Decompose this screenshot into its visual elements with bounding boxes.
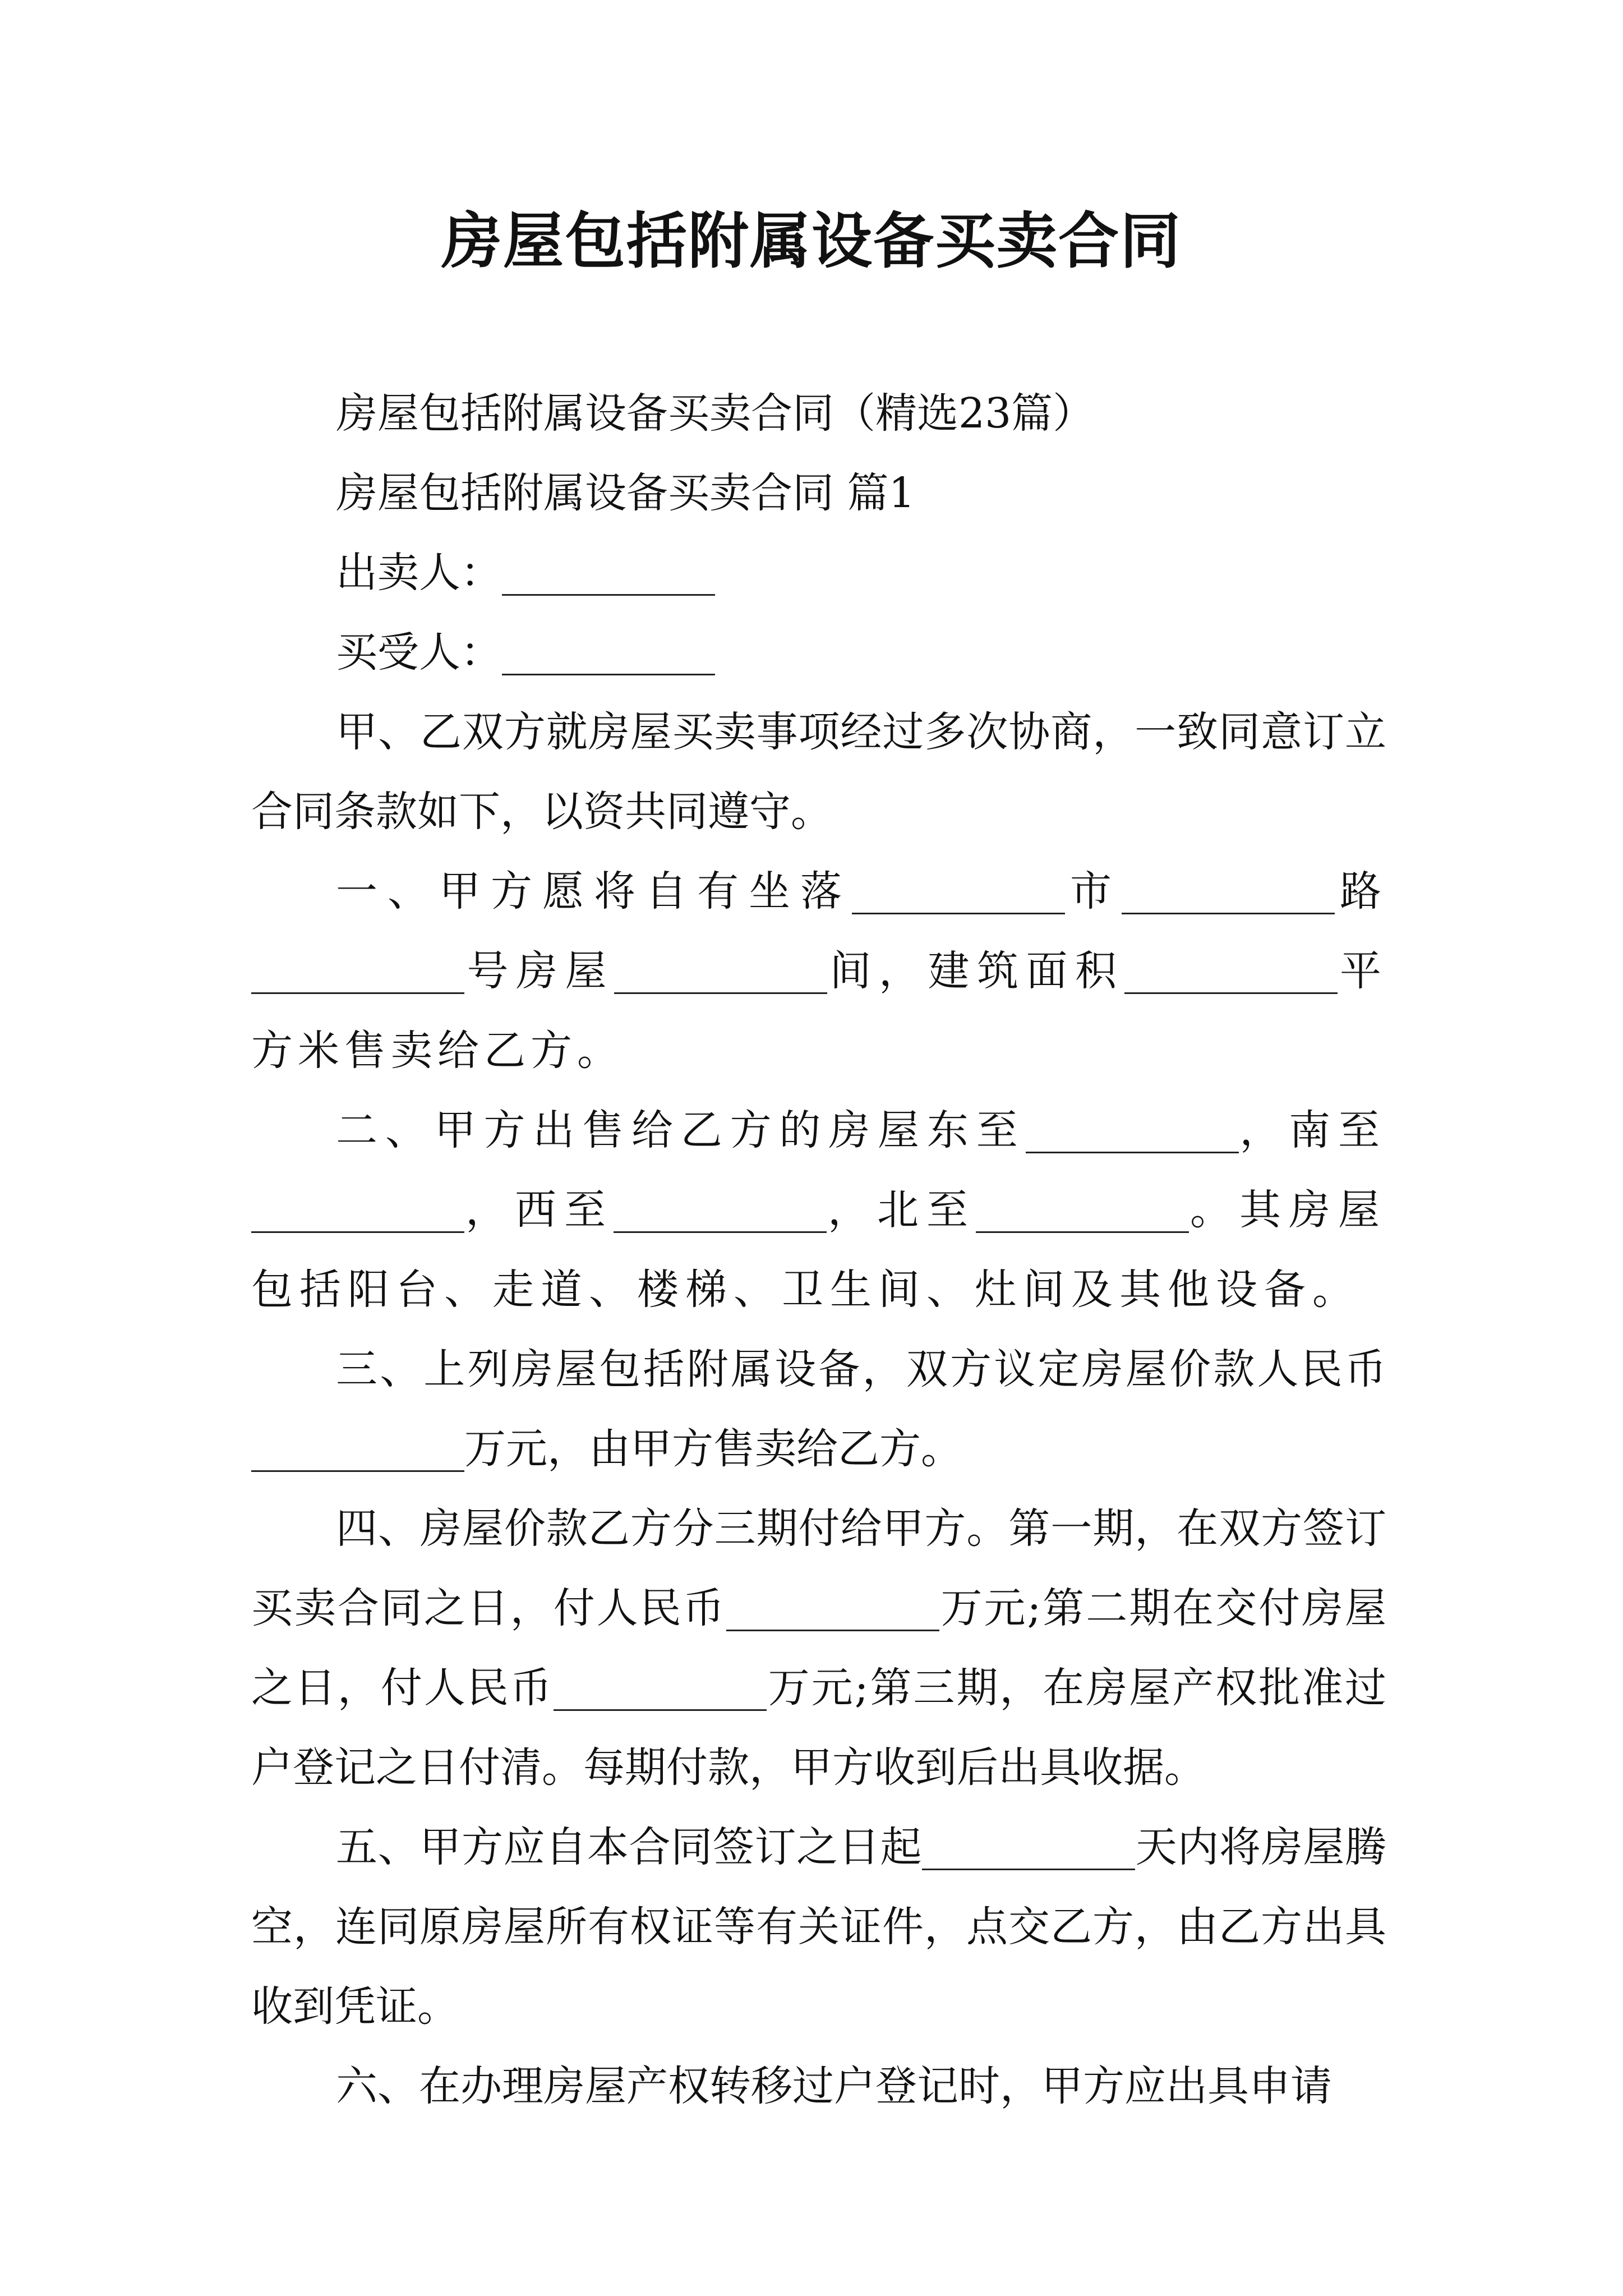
paragraph-buyer: [251, 613, 1386, 692]
paragraph-clause-4: [251, 1489, 1386, 1807]
paragraph-text: 房屋包括附属设备买卖合同（精选23篇）: [336, 389, 1095, 438]
paragraph-text: 万元，由甲方售卖给乙方。: [464, 1425, 962, 1473]
paragraph-text: 。其房屋包括阳台、走道、楼梯、卫生间、灶间及其他设备。: [251, 1186, 1386, 1314]
paragraph-clause-3: [251, 1329, 1386, 1489]
paragraph-subtitle: [251, 374, 1386, 453]
paragraph-clause-5: [251, 1807, 1386, 2046]
fill-in-blank: [502, 555, 715, 596]
paragraph-text: 甲、乙双方就房屋买卖事项经过多次协商，一致同意订立合同条款如下，以资共同遵守。: [251, 708, 1386, 836]
fill-in-blank: [852, 873, 1065, 914]
paragraph-text: 一、甲方愿将自有坐落: [336, 867, 852, 915]
paragraph-text: 市: [1065, 867, 1122, 915]
fill-in-blank: [502, 634, 715, 675]
paragraph-text: ，西至: [464, 1186, 614, 1234]
paragraph-text: 四、房屋价款乙方分三期付给甲方。第一期，在双方签订买卖合同之日，付人民币: [251, 1504, 1386, 1632]
paragraph-text: ，北至: [827, 1186, 976, 1234]
paragraph-text: 三、上列房屋包括附属设备，双方议定房屋价款人民币: [336, 1345, 1386, 1393]
fill-in-blank: [614, 1192, 827, 1233]
paragraph-text: 万元;第二期在交付房屋之日，付人民币: [251, 1584, 1386, 1712]
document-body: [251, 374, 1386, 2126]
paragraph-text: 五、甲方应自本合同签订之日起: [336, 1823, 923, 1871]
fill-in-blank: [251, 953, 464, 994]
paragraph-text: 买受人：: [336, 628, 502, 677]
paragraph-text: ，南至: [1238, 1106, 1387, 1154]
paragraph-seller: [251, 533, 1386, 613]
paragraph-text: 间，建筑面积: [827, 947, 1124, 995]
paragraph-text: 万元;第三期，在房屋产权批准过户登记之日付清。每期付款，甲方收到后出具收据。: [251, 1664, 1386, 1792]
paragraph-text: 号房屋: [464, 947, 614, 995]
fill-in-blank: [976, 1192, 1189, 1233]
paragraph-preamble: [251, 692, 1386, 852]
paragraph-clause-2: [251, 1091, 1386, 1329]
fill-in-blank: [554, 1670, 767, 1711]
fill-in-blank: [251, 1192, 464, 1233]
fill-in-blank: [1026, 1112, 1239, 1153]
paragraph-text: 二、甲方出售给乙方的房屋东至: [336, 1106, 1026, 1154]
paragraph-section-heading: [251, 453, 1386, 533]
document-title: 房屋包括附属设备买卖合同: [441, 206, 1182, 277]
paragraph-text: 出卖人：: [336, 549, 502, 597]
fill-in-blank: [614, 953, 827, 994]
paragraph-clause-6: [251, 2046, 1386, 2126]
paragraph-text: 天内将房屋腾空，连同原房屋所有权证等有关证件，点交乙方，由乙方出具收到凭证。: [251, 1823, 1387, 2031]
fill-in-blank: [1124, 953, 1338, 994]
paragraph-clause-1: [251, 852, 1386, 1091]
paragraph-text: 路: [1335, 867, 1386, 915]
fill-in-blank: [922, 1829, 1135, 1870]
paragraph-text: 房屋包括附属设备买卖合同 篇1: [336, 469, 915, 517]
paragraph-text: 平方米售卖给乙方。: [251, 947, 1386, 1075]
fill-in-blank: [251, 1431, 464, 1472]
fill-in-blank: [1122, 873, 1335, 914]
fill-in-blank: [726, 1590, 939, 1631]
paragraph-text: 六、在办理房屋产权转移过户登记时，甲方应出具申请: [336, 2062, 1332, 2110]
